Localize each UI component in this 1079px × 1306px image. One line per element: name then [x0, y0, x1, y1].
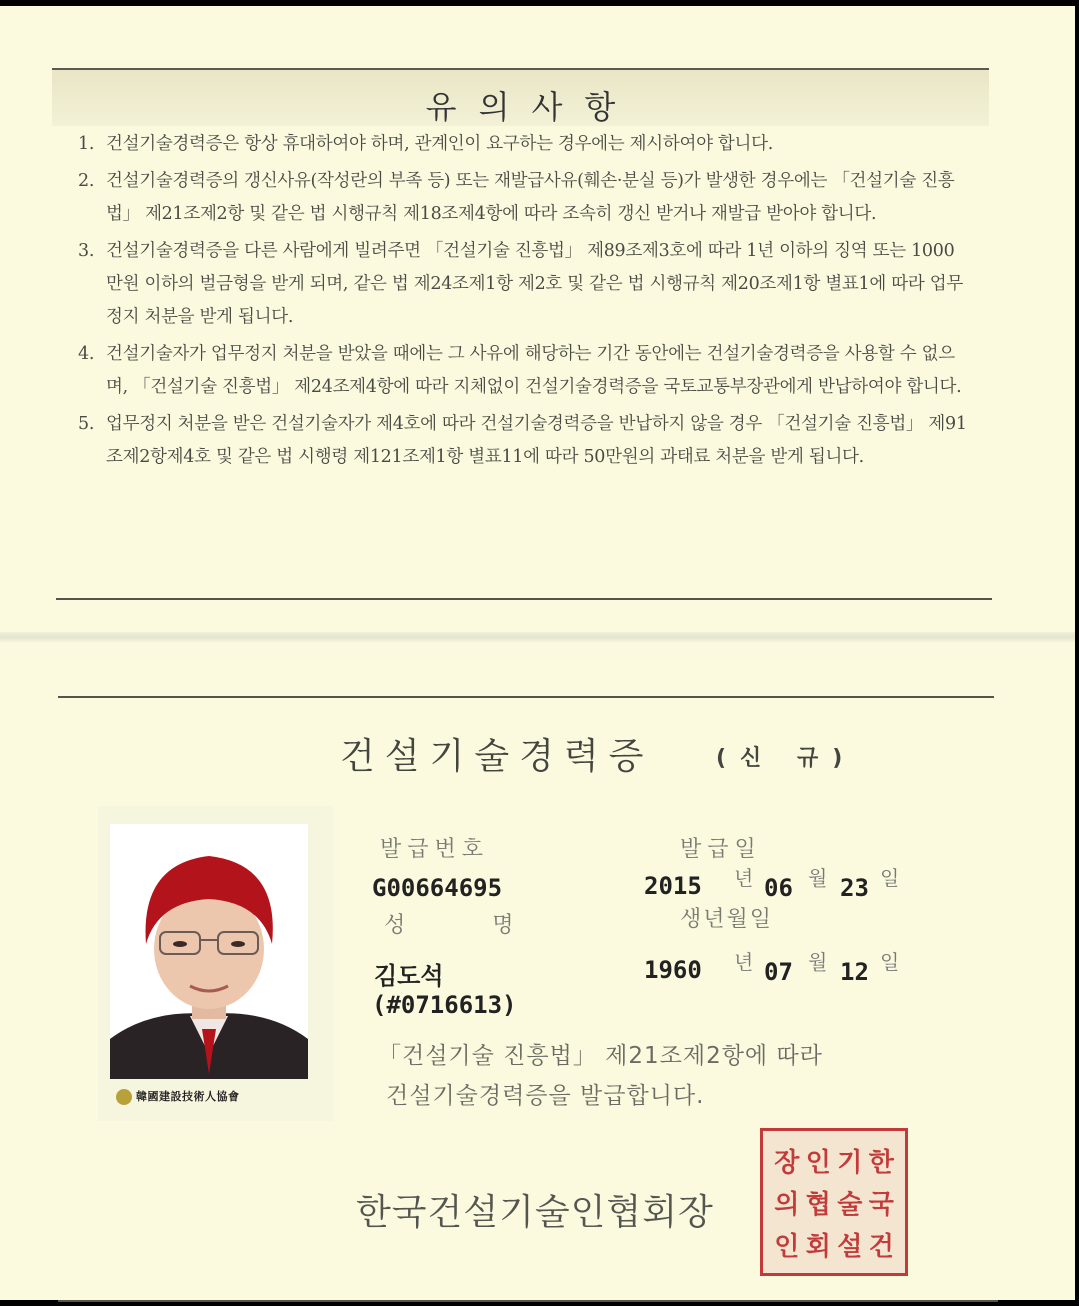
- issue-day-unit: 일: [880, 866, 900, 890]
- name-label: 성 명: [384, 913, 554, 938]
- birth-year-unit: 년: [734, 950, 754, 974]
- photo-frame: [98, 806, 333, 1121]
- document-page: [0, 6, 1075, 1300]
- notice-item-text: 건설기술자가 업무정지 처분을 받았을 때에는 그 사유에 해당하는 기간 동안에는 건설기술경력증을 사용할 수 없으며, 「건설기술 진흥법」 제24조제4항에 따라 지체없이 건설기술경력증을 국토교통부장관에게 반납하여야 합니다.: [106, 344, 962, 397]
- top-border: [0, 0, 1079, 6]
- notice-item-number: 3.: [78, 241, 95, 261]
- notice-item-number: 2.: [78, 171, 95, 191]
- birth-month-unit: 월: [808, 950, 828, 974]
- notice-list: [70, 128, 970, 478]
- certificate-bottom-rule: [58, 1300, 998, 1302]
- photo-caption-text: 韓國建設技術人協會: [136, 1090, 240, 1103]
- portrait-illustration: [110, 824, 308, 1079]
- holder-id: (#0716613): [372, 991, 517, 1019]
- photo-caption: [116, 1088, 240, 1105]
- issuer-name: 한국건설기술인협회장: [356, 1192, 714, 1233]
- birth-day: 12: [840, 958, 869, 986]
- certificate-subtitle: (신 규): [716, 746, 857, 771]
- fold-line: [0, 632, 1075, 642]
- issue-year-unit: 년: [734, 866, 754, 890]
- birth-date-label: 생년월일: [680, 907, 774, 932]
- issuance-statement: [378, 1036, 823, 1116]
- notice-bottom-rule: [56, 598, 992, 600]
- birth-day-unit: 일: [880, 950, 900, 974]
- notice-item-text: 건설기술경력증은 항상 휴대하여야 하며, 관계인이 요구하는 경우에는 제시하여야 합니다.: [106, 134, 774, 154]
- issue-day: 23: [840, 874, 869, 902]
- notice-item: [70, 338, 970, 404]
- emblem-icon: [116, 1089, 132, 1105]
- issue-number-label: 발급번호: [380, 837, 490, 862]
- holder-photo: [110, 824, 308, 1079]
- notice-item: [70, 128, 970, 161]
- notice-item: [70, 165, 970, 231]
- issue-year: 2015: [644, 872, 702, 900]
- right-border: [1075, 0, 1079, 1306]
- birth-month: 07: [764, 958, 793, 986]
- birth-year: 1960: [644, 956, 702, 984]
- holder-name: 김도석: [374, 962, 444, 990]
- certificate-title: 건설기술경력증: [340, 736, 654, 777]
- issue-month-unit: 월: [808, 866, 828, 890]
- seal-characters: 장 인 기 한 의 협 술 국 인 회 설 건: [774, 1147, 894, 1262]
- issue-date-label: 발급일: [680, 837, 762, 862]
- notice-item-text: 건설기술경력증을 다른 사람에게 빌려주면 「건설기술 진흥법」 제89조제3호에 따라 1년 이하의 징역 또는 1000만원 이하의 벌금형을 받게 되며, 같은 법 제24조제1항 제2호 및 같은 법 시행규칙 제20조제1항 별표1에 따라 업무정지 처분을 받게 됩니다.: [106, 241, 963, 327]
- official-seal: [760, 1128, 908, 1276]
- notice-item-text: 건설기술경력증의 갱신사유(작성란의 부족 등) 또는 재발급사유(훼손·분실 등)가 발생한 경우에는 「건설기술 진흥법」 제21조제2항 및 같은 법 시행규칙 제18조제4항에 따라 조속히 갱신 받거나 재발급 받아야 합니다.: [106, 171, 955, 224]
- notice-item-number: 1.: [78, 134, 95, 154]
- issue-month: 06: [764, 874, 793, 902]
- notice-title: 유의사항: [425, 88, 638, 126]
- statement-line-1: 「건설기술 진흥법」 제21조제2항에 따라: [378, 1043, 823, 1069]
- notice-item: [70, 235, 970, 334]
- notice-item: [70, 408, 970, 474]
- certificate-top-rule: [58, 696, 994, 698]
- issue-number: G00664695: [372, 874, 503, 902]
- notice-header: [52, 68, 989, 126]
- notice-item-text: 업무정지 처분을 받은 건설기술자가 제4호에 따라 건설기술경력증을 반납하지 않을 경우 「건설기술 진흥법」 제91조제2항제4호 및 같은 법 시행령 제121조제1항 별표11에 따라 50만원의 과태료 처분을 받게 됩니다.: [106, 414, 967, 467]
- notice-item-number: 4.: [78, 344, 95, 364]
- notice-item-number: 5.: [78, 414, 95, 434]
- statement-line-2: 건설기술경력증을 발급합니다.: [386, 1083, 705, 1109]
